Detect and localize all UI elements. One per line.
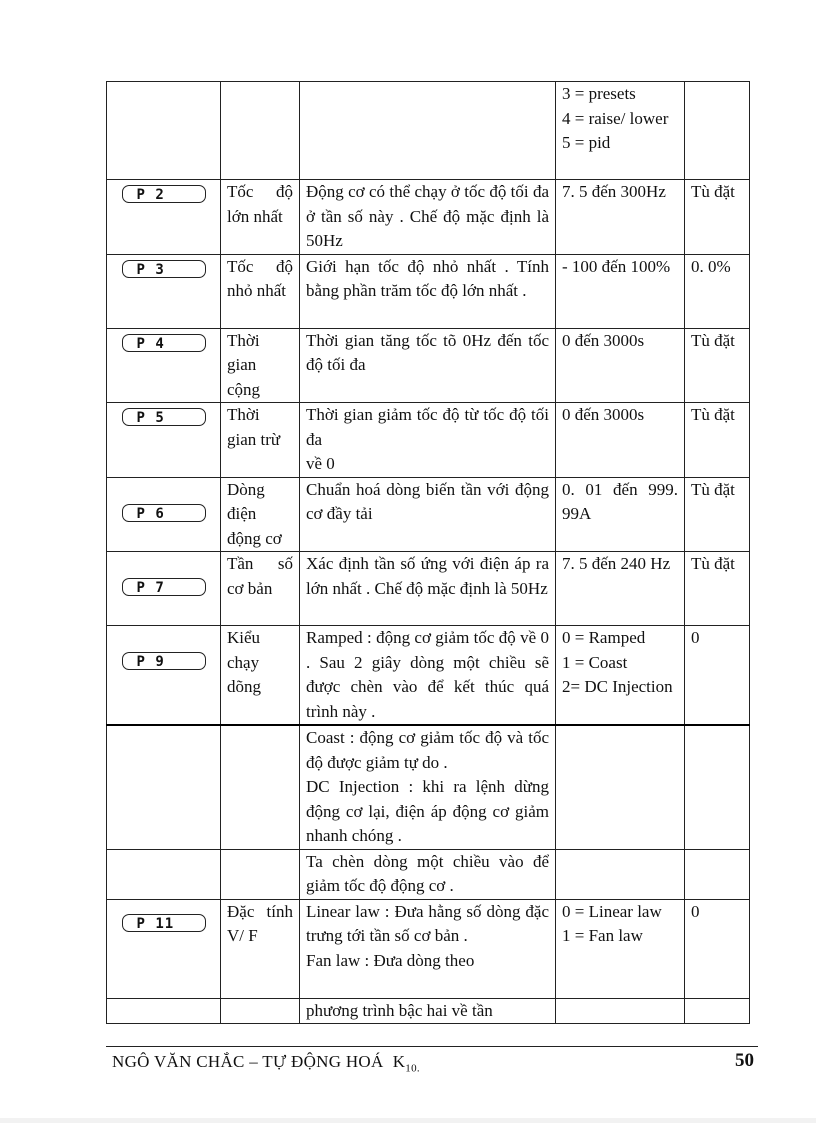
param-range-cell [556,328,685,403]
table-row [107,180,750,255]
table-row [107,254,750,328]
param-desc-cell [300,998,556,1024]
range-text: 7. 5 đến 240 Hz [562,554,671,573]
default-text: Tù đặt [691,405,735,424]
param-default-cell [685,899,750,998]
param-default-cell [685,82,750,180]
lcd-code-display: P 5 [122,408,206,426]
lcd-code-display: P 9 [122,652,206,670]
table-row [107,725,750,849]
range-text: 0 đến 3000s [562,330,645,350]
table-row [107,82,750,180]
param-range-cell [556,899,685,998]
param-code-cell [107,899,221,998]
param-code-cell [107,82,221,180]
name-text: Thời gian trừ [227,405,281,449]
default-text: 0 [691,628,700,647]
footer-author-text: NGÔ VĂN CHẮC – TỰ ĐỘNG HOÁ [112,1052,384,1071]
param-range-cell [556,849,685,899]
footer-author [112,1052,420,1074]
param-range-cell [556,180,685,255]
param-default-cell [685,403,750,478]
desc-text: Linear law : Đưa hằng số dòng đặc trưng tới tần số cơ bản . Fan law : Đưa dòng theo [306,901,549,970]
param-name-cell [221,254,300,328]
table-row [107,899,750,998]
lcd-code-display: P 3 [122,260,206,278]
param-name-cell [221,82,300,180]
param-code-cell [107,552,221,626]
name-text: Tần số cơ bản [227,554,293,598]
lcd-code-display: P 6 [122,504,206,522]
default-text: 0. 0% [691,256,731,276]
param-range-cell [556,403,685,478]
desc-text: Thời gian giảm tốc độ từ tốc độ tối đa về 0 [306,405,549,473]
default-text: Tù đặt [691,182,735,201]
lcd-code-display: P 4 [122,334,206,352]
desc-text: Xác định tần số ứng với điện áp ra lớn nhất . Chế độ mặc định là 50Hz [306,554,549,598]
param-range-cell [556,998,685,1024]
param-code-cell [107,626,221,726]
desc-text: Ramped : động cơ giảm tốc độ về 0 . Sau 2 giây dòng một chiều sẽ được chèn vào để kết thúc quá trình này . [306,628,549,721]
param-code-cell [107,403,221,478]
range-text: 7. 5 đến 300Hz [562,182,666,201]
param-code-cell [107,849,221,899]
table-row [107,328,750,403]
range-text: 0 = Ramped 1 = Coast 2= DC Injection [562,628,673,696]
param-default-cell [685,552,750,626]
page-number: 50 [735,1050,754,1071]
range-text: 0 đến 3000s [562,405,645,424]
param-desc-cell [300,328,556,403]
page-edge [0,1118,816,1123]
desc-text: Giới hạn tốc độ nhỏ nhất . Tính bằng phần trăm tốc độ lớn nhất . [306,256,549,300]
param-range-cell [556,477,685,552]
param-desc-cell [300,180,556,255]
param-code-cell [107,998,221,1024]
desc-text: Thời gian tăng tốc tõ 0Hz đến tốc độ tối đa [306,330,549,374]
param-range-cell [556,254,685,328]
desc-text: Coast : động cơ giảm tốc độ và tốc độ được giảm tự do . DC Injection : khi ra lệnh dừng động cơ lại, điện áp động cơ giảm nhanh chóng . [306,728,549,845]
param-code-cell [107,477,221,552]
param-range-cell [556,82,685,180]
param-range-cell [556,626,685,726]
param-desc-cell [300,899,556,998]
param-desc-cell [300,725,556,849]
name-text: Tốc độ lớn nhất [227,182,293,226]
footer-divider [106,1046,758,1047]
range-text: - 100 đến 100% [562,256,671,276]
parameter-table [106,81,750,1024]
desc-text: Chuẩn hoá dòng biến tần với động cơ đầy tải [306,479,549,523]
param-default-cell [685,626,750,726]
param-name-cell [221,626,300,726]
param-code-cell [107,180,221,255]
default-text: Tù đặt [691,479,735,499]
table-row [107,626,750,726]
name-text: Đặc tính V/ F [227,901,293,945]
name-text: Dòng điện động cơ [227,479,282,548]
param-default-cell [685,998,750,1024]
table-row [107,849,750,899]
param-desc-cell [300,849,556,899]
table-row [107,998,750,1024]
table-row [107,403,750,478]
lcd-code-display: P 11 [122,914,206,932]
default-text: Tù đặt [691,330,735,350]
param-name-cell [221,899,300,998]
param-default-cell [685,477,750,552]
param-code-cell [107,328,221,403]
param-desc-cell [300,82,556,180]
param-desc-cell [300,403,556,478]
param-range-cell [556,552,685,626]
lcd-code-display: P 7 [122,578,206,596]
param-desc-cell [300,254,556,328]
param-default-cell [685,180,750,255]
param-code-cell [107,725,221,849]
param-desc-cell [300,552,556,626]
param-default-cell [685,725,750,849]
lcd-code-display: P 2 [122,185,206,203]
default-text: 0 [691,901,700,921]
param-code-cell [107,254,221,328]
param-name-cell [221,328,300,403]
param-name-cell [221,725,300,849]
param-name-cell [221,403,300,478]
table-row [107,477,750,552]
name-text: Tốc độ nhỏ nhất [227,256,293,300]
range-text: 3 = presets 4 = raise/ lower 5 = pid [562,84,669,152]
desc-text: phương trình bậc hai về tần [306,1000,493,1020]
name-text: Kiểu chạy dõng [227,628,261,696]
param-default-cell [685,328,750,403]
param-range-cell [556,725,685,849]
table-row [107,552,750,626]
default-text: Tù đặt [691,554,735,573]
param-desc-cell [300,626,556,726]
param-name-cell [221,477,300,552]
param-name-cell [221,849,300,899]
range-text: 0. 01 đến 999. 99A [562,479,678,523]
param-desc-cell [300,477,556,552]
param-name-cell [221,552,300,626]
param-default-cell [685,254,750,328]
desc-text: Ta chèn dòng một chiều vào để giảm tốc độ động cơ . [306,851,549,895]
param-default-cell [685,849,750,899]
param-name-cell [221,998,300,1024]
desc-text: Động cơ có thể chạy ở tốc độ tối đa ở tần số này . Chế độ mặc định là 50Hz [306,182,549,250]
param-name-cell [221,180,300,255]
footer-class-letter: K [392,1052,406,1071]
footer-class-sub: 10. [405,1062,420,1075]
name-text: Thời gian cộng [227,330,261,399]
range-text: 0 = Linear law 1 = Fan law [562,901,662,945]
